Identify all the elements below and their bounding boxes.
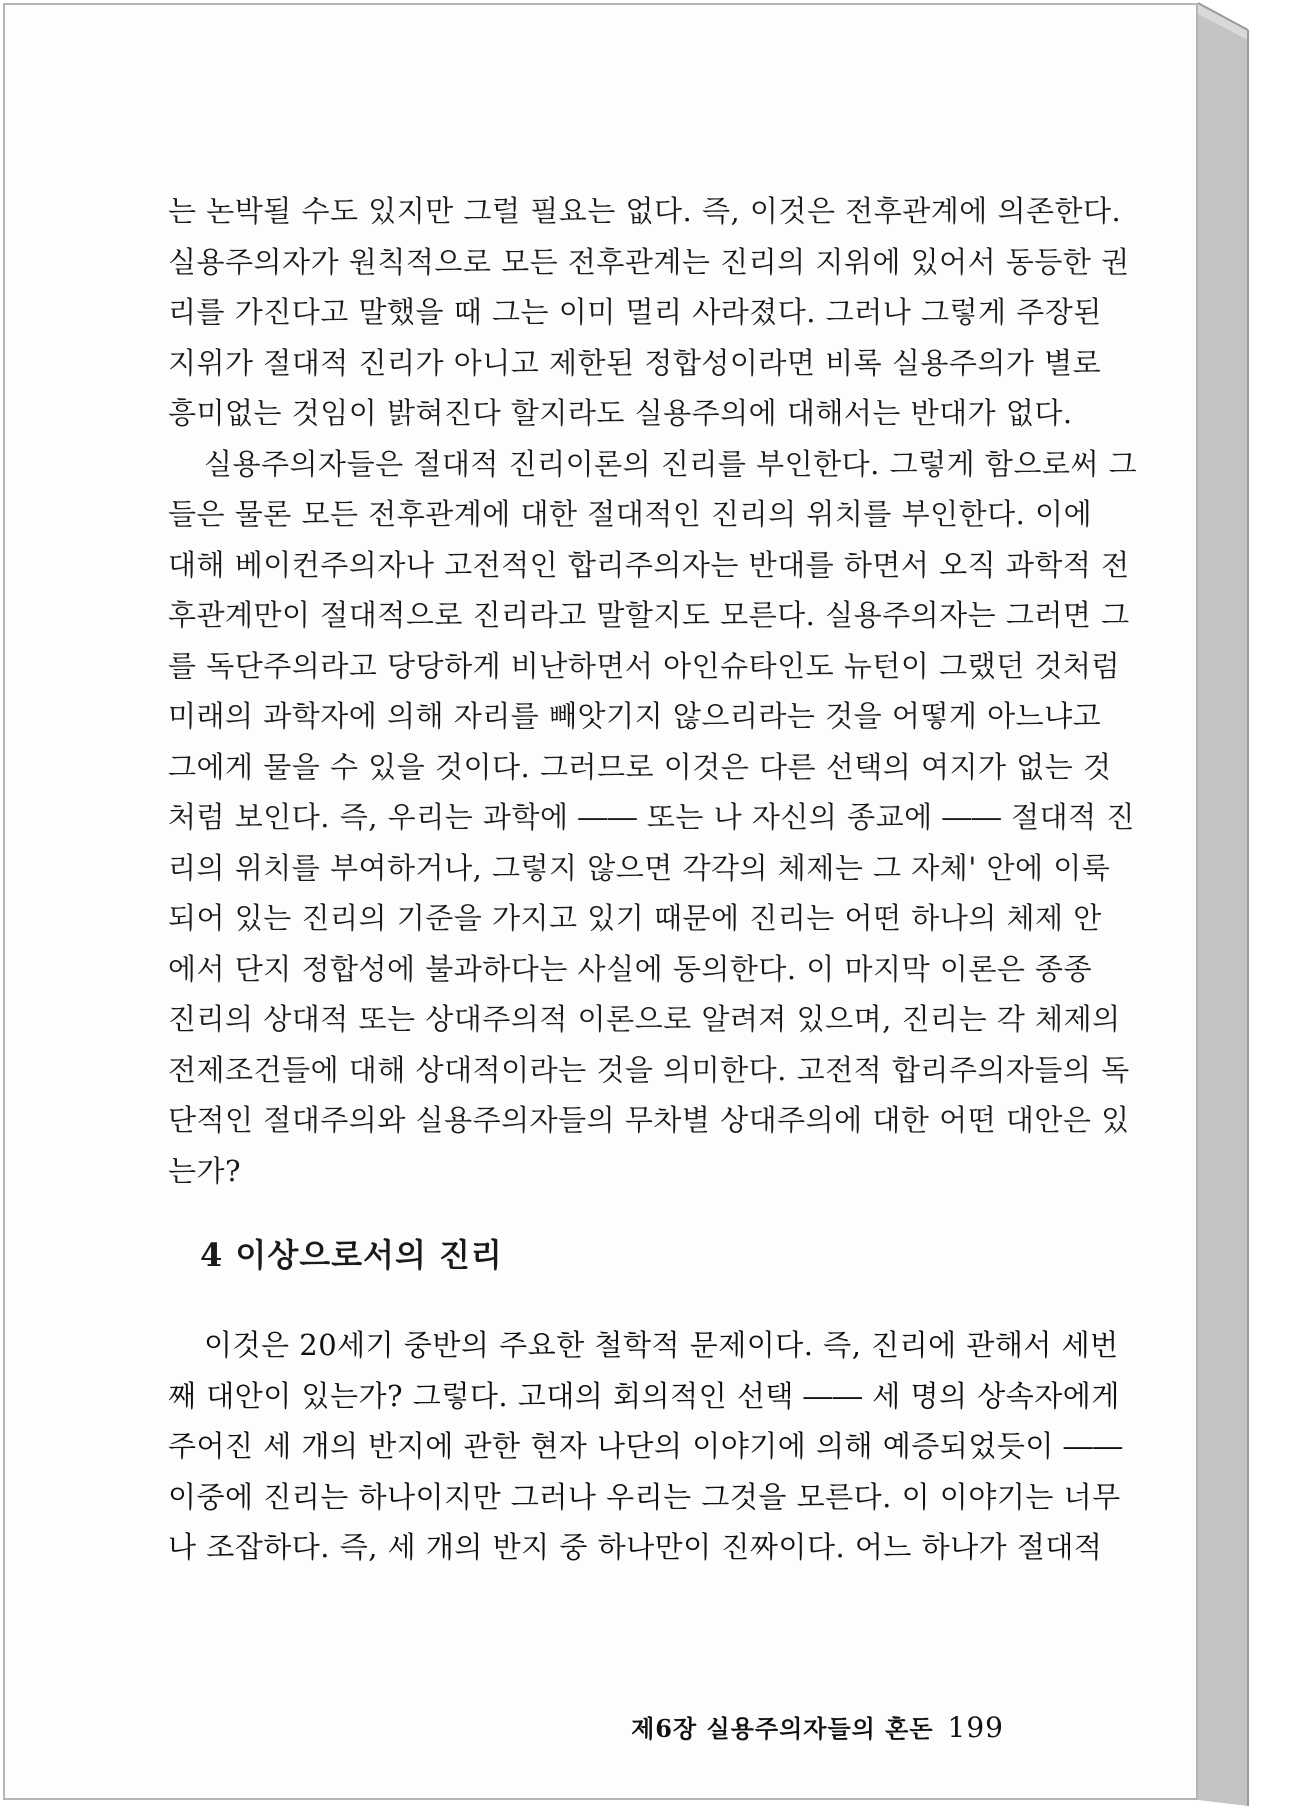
text-line: 주어진 세 개의 반지에 관한 현자 나단의 이야기에 의해 예증되었듯이 ―― — [168, 1429, 1123, 1463]
section-heading: 4 이상으로서의 진리 — [200, 1236, 503, 1274]
text-line: 단적인 절대주의와 실용주의자들의 무차별 상대주의에 대한 어떤 대안은 있 — [168, 1103, 1130, 1137]
running-head: 제6장 실용주의자들의 혼돈 — [631, 1714, 934, 1743]
text-line: 리의 위치를 부여하거나, 그렇지 않으면 각각의 체제는 그 자체' 안에 이룩 — [168, 850, 1111, 885]
text-line: 진리의 상대적 또는 상대주의적 이론으로 알려져 있으며, 진리는 각 체제의 — [168, 1002, 1121, 1036]
text-line: 들은 물론 모든 전후관계에 대한 절대적인 진리의 위치를 부인한다. 이에 — [168, 497, 1093, 531]
text-line: 흥미없는 것임이 밝혀진다 할지라도 실용주의에 대해서는 반대가 없다. — [168, 396, 1073, 430]
paragraph-3 — [168, 1320, 1123, 1573]
text-line: 처럼 보인다. 즉, 우리는 과학에 ―― 또는 나 자신의 종교에 ―― 절대적 진 — [168, 800, 1135, 834]
text-line: 이것은 20세기 중반의 주요한 철학적 문제이다. 즉, 진리에 관해서 세번 — [204, 1328, 1119, 1362]
text-line: 대해 베이컨주의자나 고전적인 합리주의자는 반대를 하면서 오직 과학적 전 — [168, 547, 1130, 582]
body-text-top — [168, 186, 1138, 1196]
text-line: 지위가 절대적 진리가 아니고 제한된 정합성이라면 비록 실용주의가 별로 — [168, 345, 1102, 380]
text-line: 미래의 과학자에 의해 자리를 빼앗기지 않으리라는 것을 어떻게 아느냐고 — [168, 699, 1102, 733]
text-line: 에서 단지 정합성에 불과하다는 사실에 동의한다. 이 마지막 이론은 종종 — [168, 951, 1093, 986]
text-line: 이중에 진리는 하나이지만 그러나 우리는 그것을 모른다. 이 이야기는 너무 — [168, 1479, 1121, 1514]
body-text-bottom — [168, 1320, 1123, 1573]
text-line: 실용주의자들은 절대적 진리이론의 진리를 부인한다. 그렇게 함으로써 그 — [204, 446, 1138, 481]
text-line: 전제조건들에 대해 상대적이라는 것을 의미한다. 고전적 합리주의자들의 독 — [168, 1052, 1130, 1087]
text-line: 후관계만이 절대적으로 진리라고 말할지도 모른다. 실용주의자는 그러면 그 — [168, 598, 1130, 632]
page-footer — [631, 1709, 1004, 1744]
paragraph-1 — [168, 186, 1130, 439]
text-line: 는 논박될 수도 있지만 그럴 필요는 없다. 즉, 이것은 전후관계에 의존한다. — [168, 194, 1122, 228]
text-line: 는가? — [168, 1153, 242, 1188]
paragraph-2 — [168, 439, 1138, 1197]
text-line: 를 독단주의라고 당당하게 비난하면서 아인슈타인도 뉴턴이 그랬던 것처럼 — [168, 648, 1120, 683]
text-line: 나 조잡하다. 즉, 세 개의 반지 중 하나만이 진짜이다. 어느 하나가 절대적 — [168, 1530, 1103, 1564]
text-line: 실용주의자가 원칙적으로 모든 전후관계는 진리의 지위에 있어서 동등한 권 — [168, 244, 1130, 279]
text-line: 리를 가진다고 말했을 때 그는 이미 멀리 사라졌다. 그러나 그렇게 주장된 — [168, 295, 1102, 329]
page-number: 199 — [947, 1711, 1004, 1744]
text-line: 그에게 물을 수 있을 것이다. 그러므로 이것은 다른 선택의 여지가 없는 것 — [168, 749, 1112, 784]
text-line: 되어 있는 진리의 기준을 가지고 있기 때문에 진리는 어떤 하나의 체제 안 — [168, 901, 1102, 935]
text-line: 째 대안이 있는가? 그렇다. 고대의 회의적인 선택 ―― 세 명의 상속자에게 — [168, 1378, 1120, 1413]
